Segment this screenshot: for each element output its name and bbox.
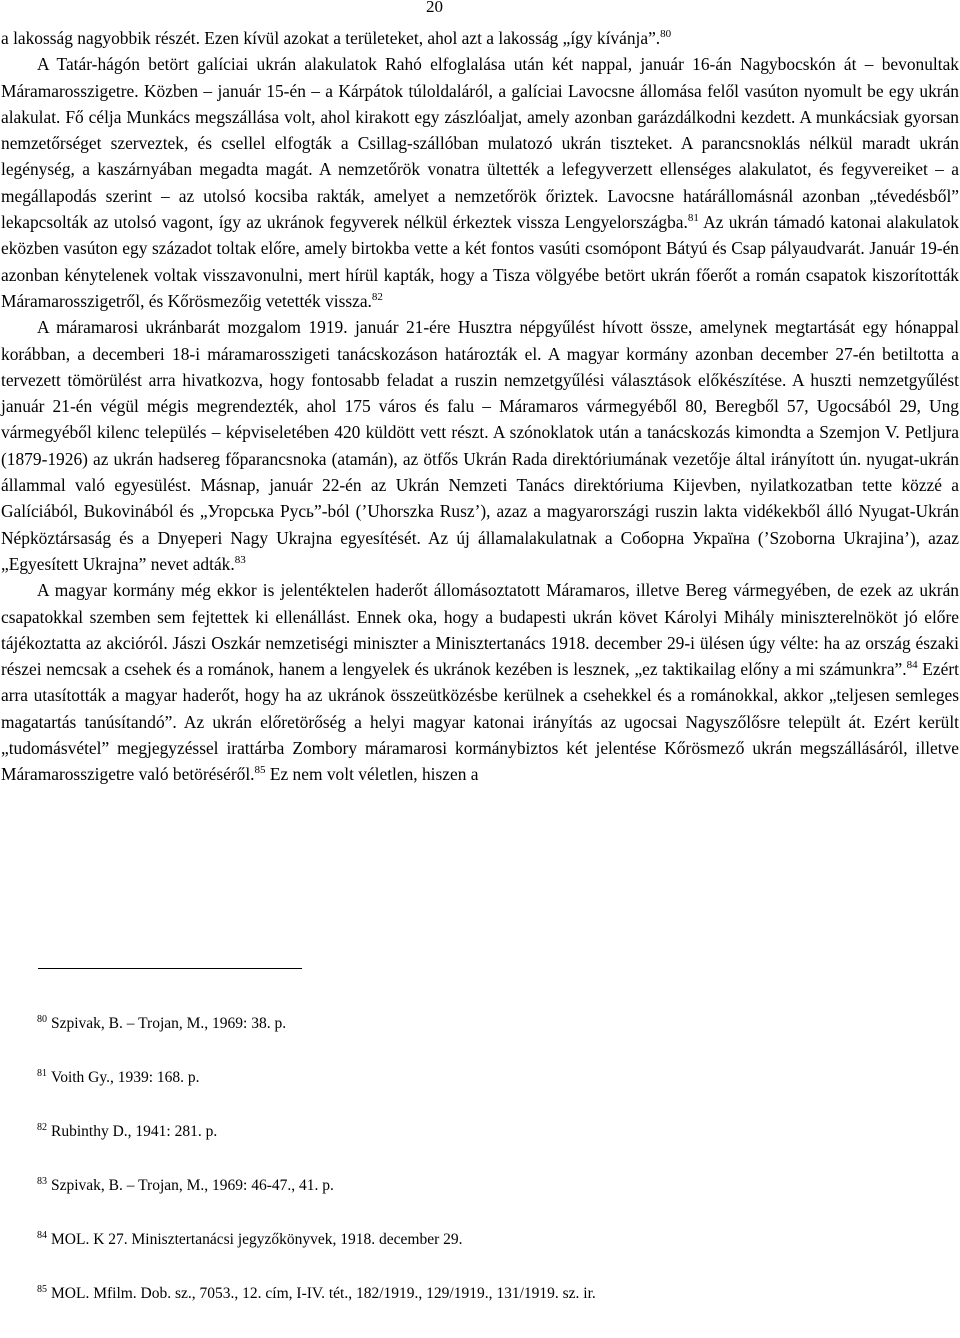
footnote-item [37,1176,937,1230]
text-run: A magyar kormány még ekkor is jelentéktelen haderőt állomásoztatott Máramaros, illetve Bereg vármegyében, de ezek az ukrán csapatokkal szemben sem fejtettek ki ellenállást. Ennek oka, hogy a budapesti ukrán követ Károlyi Mihály miniszterelnököt jó előre tájékoztatta az akcióról. Jászi Oszkár nemzetiségi miniszter a Minisztertanács 1918. december 29-i ülésen úgy vélte: ha az ország északi részei nemcsak a csehek és a románok, hanem a lengyelek és ukránok kezében is lesznek, „ez taktikailag előny a mi számunkra”. [1,580,959,680]
footnote-reference: 83 [234,553,246,566]
text-run: Az ukrán támadó katonai alakulatok eközben vasúton egy századot toltak előre, amely birtokba vette a két fontos vasúti csomópont Bátyú és Csap pályaudvarát. Január 19-én azonban kénytelenek voltak visszavonulni, mert hírül kapták, hogy a Tisza völgyébe betört ukrán főerőt a román csapatok kiszorították Máramarosszigetről, és Kőrösmezőig vetették vissza. [1,212,959,311]
footnote-reference: 84 [906,659,918,672]
footnote-text: Szpivak, B. – Trojan, M., 1969: 38. p. [51,1015,287,1032]
footnote-separator [38,968,302,969]
footnote-item [37,1068,937,1122]
page-number: 20 [426,0,443,16]
footnote-item [37,1284,937,1338]
text-run: Ez nem volt véletlen, hiszen a [265,764,479,785]
footnote-item [37,1230,937,1284]
body-text [1,25,959,788]
text-run: A máramarosi ukránbarát mozgalom 1919. január 21-ére Husztra népgyűlést hívott össze, amelynek megtartását egy hónappal korábban, a decemberi 18-i máramarosszigeti tanácskozáson határozták el. A magyar kormány azonban december 27-én betiltotta a tervezett tömörülést arra hivatkozva, hogy fontosabb feladat a ruszin nemzetgyűlési választások előkészítése. A huszti nemzetgyűlést január 21-én végül mégis megrendezték, ahol 175 város és falu – Máramaros vármegyéből 80, Beregből 57, Ugocsából 29, Ung vármegyéből kilenc település – képviseletében 420 küldött vett részt. A szónoklatok után a tanácskozás kimondta a Szemjon V. Petljura (1879-1926) az ukrán hadsereg főparancsnoka (atamán), az ötfős Ukrán Rada direktóriumának vezetője által irányított ún. nyugat-ukrán állammal való egyesülést. Másnap, január 22-én az Ukrán Nemzeti Tanács direktóriuma Kijevben, nyilatkozatban tette közzé a Galíciából, Bukovinából és „Угорська Русь”-ból (’Uhorszka Rusz’), azaz a magyarországi ruszin lakta vidékekből álló Nyugat-Ukrán Népköztársaság és a Dnyeperi Nagy Ukrajna egyesítését. Az új államalakulatnak a Соборна Україна (’Szoborna Ukrajina’), azaz „Egyesített Ukrajna” nevet adták. [1,317,959,574]
footnote-number: 85 [37,1284,47,1295]
footnote-item [37,1014,937,1068]
footnote-text: Rubinthy D., 1941: 281. p. [51,1123,218,1140]
footnote-number: 80 [37,1014,47,1025]
footnote-reference: 85 [254,764,266,777]
footnote-text: MOL. K 27. Minisztertanácsi jegyzőkönyvek, 1918. december 29. [51,1231,463,1248]
footnote-reference: 82 [371,290,383,303]
footnote-item [37,1122,937,1176]
text-run: a lakosság nagyobbik részét. Ezen kívül azokat a területeket, ahol azt a lakosság „így kívánja”. [1,28,661,48]
paragraph-p3 [1,314,959,577]
footnote-text: Szpivak, B. – Trojan, M., 1969: 46-47., 41. p. [51,1177,334,1194]
paragraph-p4 [1,577,959,787]
footnote-number: 82 [37,1122,47,1133]
footnote-reference: 80 [660,28,672,40]
footnote-number: 84 [37,1230,47,1241]
footnote-text: MOL. Mfilm. Dob. sz., 7053., 12. cím, I-IV. tét., 182/1919., 129/1919., 131/1919. sz. ir. [51,1285,596,1302]
footnote-number: 83 [37,1176,47,1187]
paragraph-p1 [1,25,959,51]
footnote-text: Voith Gy., 1939: 168. p. [51,1069,200,1086]
footnote-number: 81 [37,1068,47,1079]
text-run: A Tatár-hágón betört galíciai ukrán alakulatok Rahó elfoglalása után két nappal, január 16-án Nagybocskón át – bevonultak Máramarosszigetre. Közben – január 15-én – a Kárpátok túloldaláról, a galíciai Lavocsne állomása felől vasúton nyomult be egy ukrán alakulat. Fő célja Munkács megszállása volt, ahol kirakott egy zászlóaljat, amely azonban garázdálkodni kezdett. A munkácsiak gyorsan nemzetőrséget szerveztek, és csellel elfogták a Csillag-szállóban mulatozó ukrán tiszteket. A parancsnoklás nélkül maradt ukrán legénység, a kaszárnyában megadta magát. A nemzetőrök vonatra ültették a lefegyverzett ellenséges alakulatot, és fegyvereiket – a megállapodás szerint – az utolsó kocsiba rakták, amelyet a nemzetőrök őriztek. Lavocsne határállomásnál azonban „tévedésből” lekapcsolták az utolsó vagont, így az ukránok fegyverek nélkül érkeztek vissza Lengyelországba. [1,54,959,233]
footnote-reference: 81 [687,212,699,225]
paragraph-p2 [1,51,959,314]
text-run: Ezért arra utasították a magyar haderőt, hogy ha az ukránok összeütközésbe kerülnek a csehekkel és a románokkal, akkor „teljesen semleges magatartás tanúsítandó”. Az ukrán előretörőség a helyi magyar katonai irányítás az ugocsai Nagyszőlősre települt át. Ezért került „tudomásvétel” megjegyzéssel irattárba Zombory máramarosi kormánybiztos két jelentése Kőrösmező ukrán megszállásáról, illetve Máramarosszigetre való betöréséről. [1,659,959,785]
footnotes [37,1014,937,1338]
